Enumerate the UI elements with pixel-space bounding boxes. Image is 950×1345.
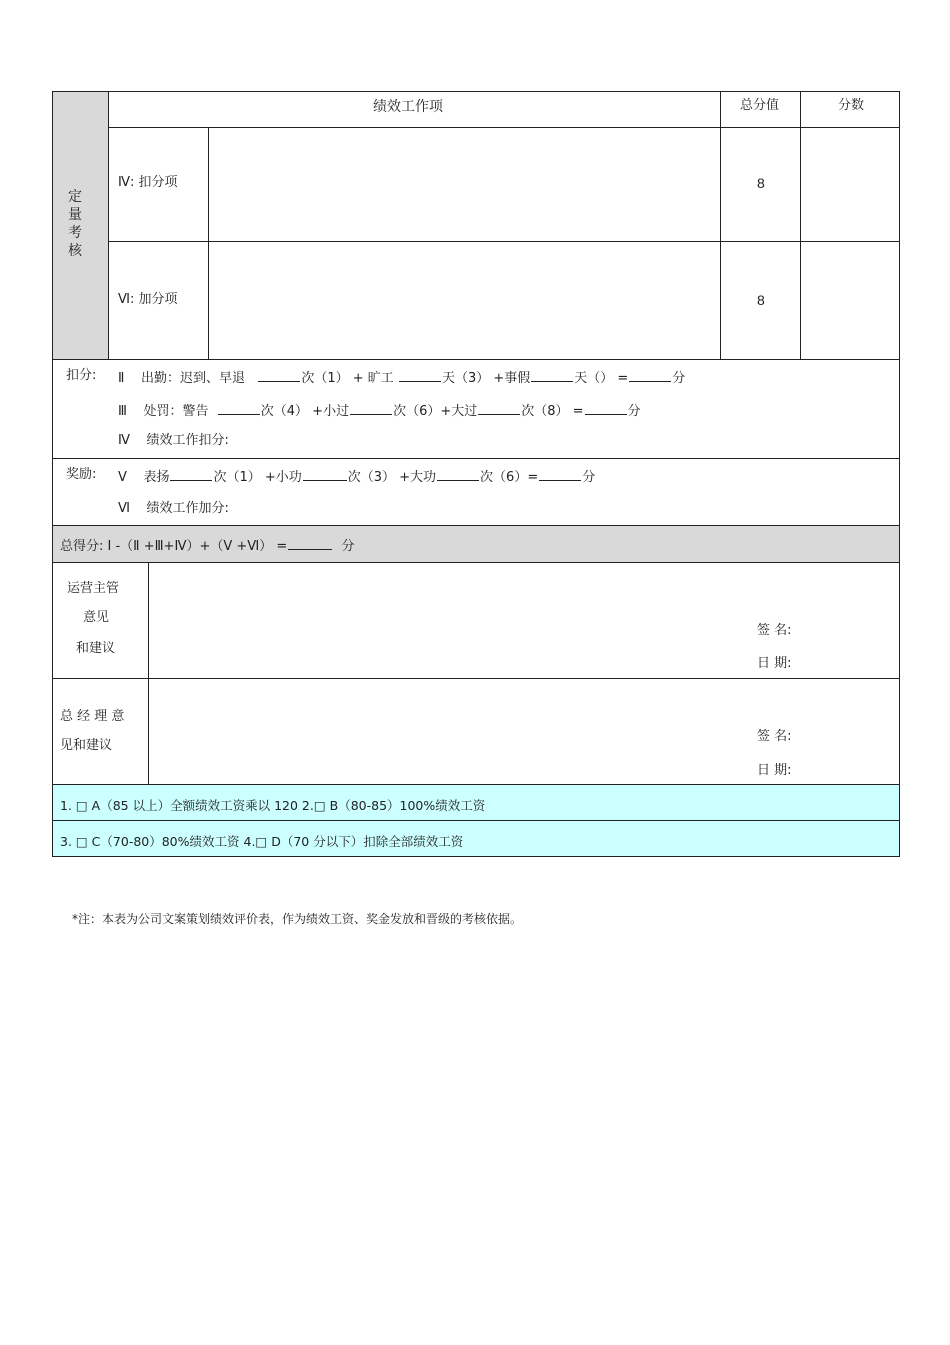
blank-field[interactable] bbox=[585, 401, 627, 415]
divider bbox=[53, 784, 899, 785]
blank-field[interactable] bbox=[539, 467, 581, 481]
supervisor-label-3: 和建议 bbox=[76, 641, 116, 656]
text: 次（6）+大过 bbox=[393, 404, 478, 419]
blank-field[interactable] bbox=[288, 536, 332, 550]
divider bbox=[53, 458, 899, 459]
text: 天（3） +事假 bbox=[441, 371, 531, 386]
total-score-line bbox=[60, 536, 355, 555]
blank-field[interactable] bbox=[629, 368, 671, 382]
deduct-num: Ⅳ bbox=[118, 433, 130, 448]
reward-num: Ⅵ bbox=[118, 501, 130, 516]
supervisor-date-label: 日 期: bbox=[757, 656, 792, 671]
text: 次（4） +小过 bbox=[260, 404, 350, 419]
text: 绩效工作加分: bbox=[146, 501, 229, 516]
blank-field[interactable] bbox=[350, 401, 392, 415]
divider bbox=[148, 562, 149, 784]
reward-label: 奖励: bbox=[66, 467, 97, 482]
row-deduct-total: 8 bbox=[757, 175, 765, 191]
divider bbox=[208, 127, 209, 359]
divider bbox=[53, 820, 899, 821]
supervisor-sign-label: 签 名: bbox=[757, 623, 792, 638]
text: 分 bbox=[672, 371, 686, 386]
blank-field[interactable] bbox=[258, 368, 300, 382]
grade-options-line-1[interactable]: 1. □ A（85 以上）全额绩效工资乘以 120 2.□ B（80-85）100%绩效工资 bbox=[60, 798, 486, 813]
deduct-line-penalty bbox=[118, 401, 641, 420]
grade-options-line-2[interactable]: 3. □ C（70-80）80%绩效工资 4.□ D（70 分以下）扣除全部绩效工资 bbox=[60, 834, 464, 849]
divider bbox=[53, 678, 899, 679]
text: 天（） = bbox=[574, 371, 629, 386]
reward-line-praise bbox=[118, 467, 595, 486]
row-bonus-total: 8 bbox=[757, 292, 765, 308]
divider bbox=[720, 92, 721, 359]
blank-field[interactable] bbox=[531, 368, 573, 382]
blank-field[interactable] bbox=[399, 368, 441, 382]
divider bbox=[53, 359, 899, 360]
col-header-score: 分数 bbox=[838, 98, 865, 113]
footnote: *注：本表为公司文案策划绩效评价表，作为绩效工资、奖金发放和晋级的考核依据。 bbox=[72, 912, 523, 926]
blank-field[interactable] bbox=[478, 401, 520, 415]
manager-opinion-field[interactable] bbox=[150, 680, 746, 782]
divider bbox=[108, 241, 899, 242]
divider bbox=[800, 92, 801, 359]
text: 表扬 bbox=[143, 470, 170, 485]
deduct-label: 扣分: bbox=[66, 368, 97, 383]
col-header-work: 绩效工作项 bbox=[373, 99, 443, 115]
blank-field[interactable] bbox=[437, 467, 479, 481]
text: 出勤：迟到、早退 bbox=[140, 371, 245, 386]
text: 总得分: Ⅰ -（Ⅱ +Ⅲ+Ⅳ）+（Ⅴ +Ⅵ） = bbox=[60, 539, 288, 554]
manager-label-2: 见和建议 bbox=[60, 738, 113, 753]
col-header-total: 总分值 bbox=[740, 98, 780, 113]
row-bonus-label: Ⅵ: 加分项 bbox=[118, 292, 178, 307]
supervisor-label-1: 运营主管 bbox=[67, 581, 120, 596]
text: 分 bbox=[627, 404, 641, 419]
text: 次（6）= bbox=[480, 470, 539, 485]
manager-label-1: 总 经 理 意 bbox=[60, 709, 125, 724]
text: 次（8） = bbox=[521, 404, 584, 419]
deduct-line-attendance bbox=[118, 368, 685, 387]
manager-sign-label: 签 名: bbox=[757, 729, 792, 744]
reward-num: Ⅴ bbox=[118, 470, 127, 485]
deduct-line-work bbox=[118, 433, 229, 449]
supervisor-label-2: 意见 bbox=[83, 610, 110, 625]
blank-field[interactable] bbox=[218, 401, 260, 415]
deduct-num: Ⅲ bbox=[118, 404, 127, 419]
blank-field[interactable] bbox=[170, 467, 212, 481]
deduct-num: Ⅱ bbox=[118, 371, 125, 386]
text: 次（1） + 旷工 bbox=[301, 371, 394, 386]
blank-field[interactable] bbox=[303, 467, 347, 481]
text: 分 bbox=[582, 470, 596, 485]
reward-line-work bbox=[118, 501, 229, 517]
supervisor-opinion-field[interactable] bbox=[150, 564, 746, 676]
divider bbox=[108, 92, 109, 359]
text: 分 bbox=[341, 539, 355, 554]
divider bbox=[53, 562, 899, 563]
divider bbox=[53, 525, 899, 526]
text: 绩效工作扣分: bbox=[146, 433, 229, 448]
text: 处罚：警告 bbox=[143, 404, 209, 419]
manager-date-label: 日 期: bbox=[757, 763, 792, 778]
side-label: 定量考核 bbox=[68, 189, 82, 259]
row-deduct-label: Ⅳ: 扣分项 bbox=[118, 175, 178, 190]
text: 次（1） +小功 bbox=[213, 470, 302, 485]
divider bbox=[108, 127, 899, 128]
text: 次（3） +大功 bbox=[347, 470, 437, 485]
